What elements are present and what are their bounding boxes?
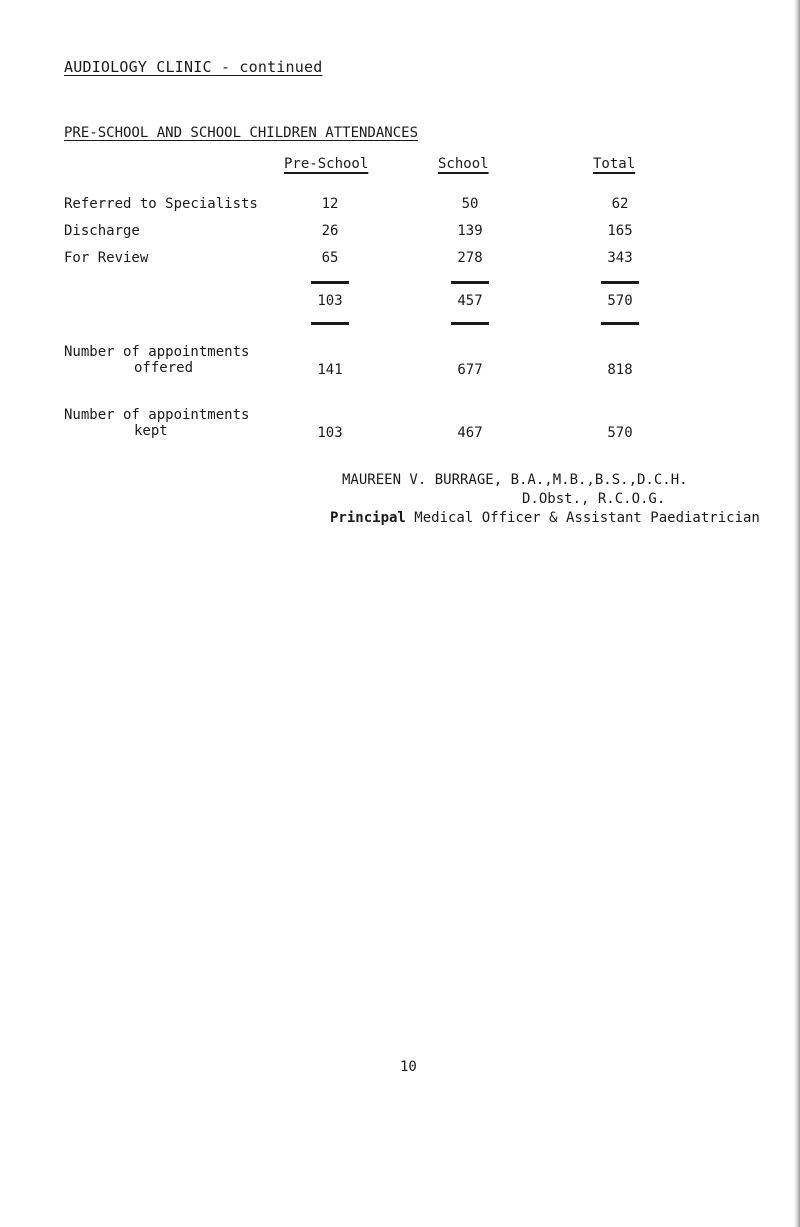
rule-below-total-pre-school xyxy=(311,322,349,325)
cell-kept-pre-school: 103 xyxy=(317,425,343,441)
appointments-offered-line1: Number of appointments xyxy=(64,344,250,360)
rule-above-total-pre-school xyxy=(311,281,349,284)
cell-referred-school: 50 xyxy=(461,196,479,212)
cell-discharge-school: 139 xyxy=(457,223,483,239)
row-label-for-review: For Review xyxy=(64,250,149,266)
cell-referred-total: 62 xyxy=(611,196,629,212)
rule-below-total-total xyxy=(601,322,639,325)
heading-continued: - continued xyxy=(220,58,323,76)
column-header-pre-school: Pre-School xyxy=(284,156,369,172)
cell-review-school: 278 xyxy=(457,250,483,266)
cell-kept-total: 570 xyxy=(607,425,633,441)
signature-qualifications: D.Obst., R.C.O.G. xyxy=(522,491,666,507)
page-number: 10 xyxy=(400,1059,417,1075)
cell-offered-total: 818 xyxy=(607,362,633,378)
signature-title-principal: Principal xyxy=(330,510,406,526)
row-label-appointments-offered xyxy=(64,344,249,376)
row-label-referred: Referred to Specialists xyxy=(64,196,258,212)
cell-kept-school: 467 xyxy=(457,425,483,441)
cell-offered-pre-school: 141 xyxy=(317,362,343,378)
appointments-offered-line2: offered xyxy=(134,360,194,376)
cell-discharge-pre-school: 26 xyxy=(321,223,339,239)
cell-discharge-total: 165 xyxy=(607,223,633,239)
row-label-appointments-kept xyxy=(64,407,249,439)
total-school: 457 xyxy=(457,293,483,309)
appointments-kept-line2: kept xyxy=(134,423,168,439)
column-header-total: Total xyxy=(593,156,636,172)
rule-below-total-school xyxy=(451,322,489,325)
total-pre-school: 103 xyxy=(317,293,343,309)
page-heading xyxy=(64,58,322,76)
cell-referred-pre-school: 12 xyxy=(321,196,339,212)
cell-review-pre-school: 65 xyxy=(321,250,339,266)
page-edge-shadow xyxy=(794,0,800,1227)
signature-title-rest: Medical Officer & Assistant Paediatrician xyxy=(405,510,760,526)
section-title: PRE-SCHOOL AND SCHOOL CHILDREN ATTENDANCES xyxy=(64,125,419,141)
appointments-kept-line1: Number of appointments xyxy=(64,407,250,423)
rule-above-total-school xyxy=(451,281,489,284)
cell-offered-school: 677 xyxy=(457,362,483,378)
row-label-discharge: Discharge xyxy=(64,223,140,239)
signature-name: MAUREEN V. BURRAGE, B.A.,M.B.,B.S.,D.C.H. xyxy=(342,472,688,488)
signature-title xyxy=(330,510,760,526)
cell-review-total: 343 xyxy=(607,250,633,266)
column-header-school: School xyxy=(438,156,489,172)
total-total: 570 xyxy=(607,293,633,309)
rule-above-total-total xyxy=(601,281,639,284)
heading-title: AUDIOLOGY CLINIC xyxy=(64,58,212,76)
